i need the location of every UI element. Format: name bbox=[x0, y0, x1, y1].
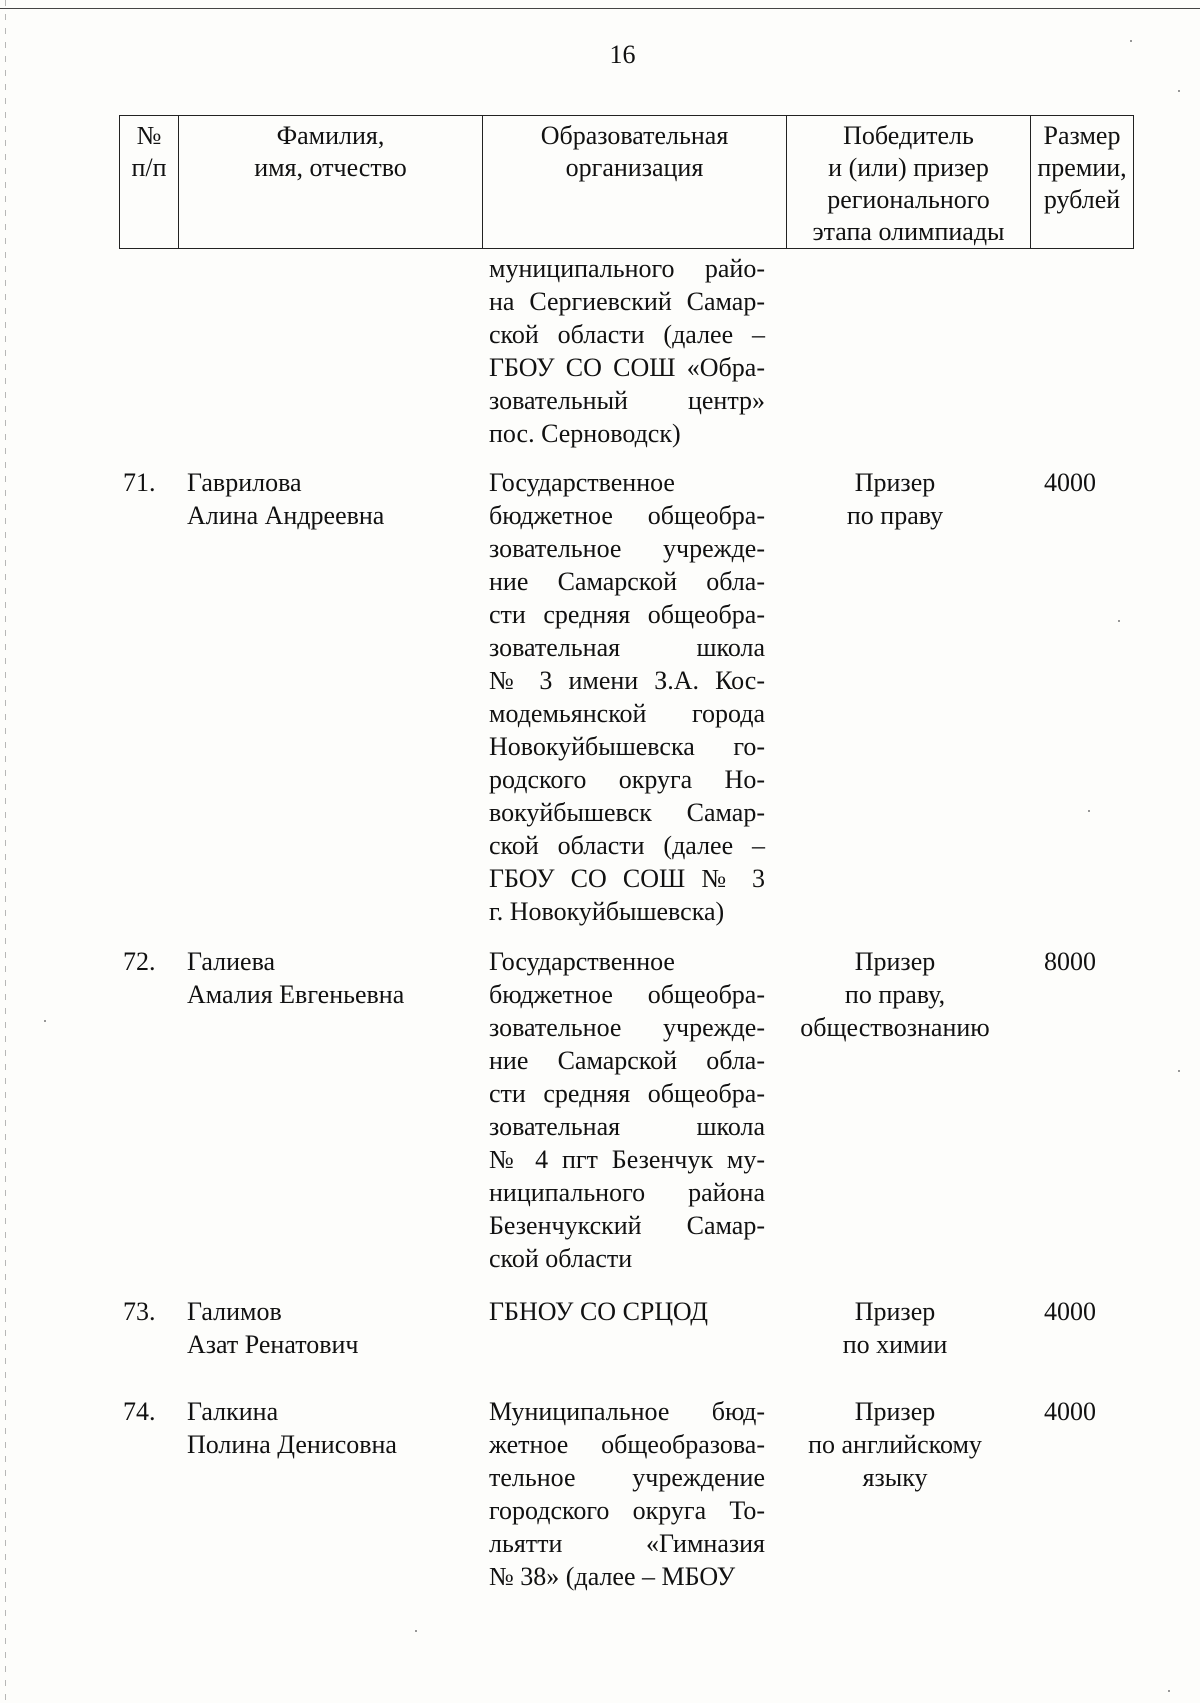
scan-speck bbox=[1178, 1070, 1180, 1072]
page-left-edge bbox=[5, 0, 6, 1703]
header-prize: Размер премии, рублей bbox=[1031, 116, 1134, 249]
row-number: 72. bbox=[123, 947, 156, 976]
winner-status: Призер по химии bbox=[842, 1297, 948, 1359]
full-name: Гаврилова Алина Андреевна bbox=[187, 468, 385, 530]
scan-speck bbox=[1088, 810, 1090, 812]
table-header bbox=[119, 115, 1134, 249]
org-cell: муниципального райо- на Сергиевский Самар- ской области (далее – ГБОУ СО СОШ «Обра- зовательный центр» пос. Серноводск) bbox=[489, 254, 765, 448]
header-name: Фамилия, имя, отчество bbox=[179, 116, 483, 249]
winner-status: Призер по праву bbox=[846, 468, 944, 530]
row-number: 74. bbox=[123, 1397, 156, 1426]
header-org: Образовательная организация bbox=[483, 116, 787, 249]
row-number: 71. bbox=[123, 468, 156, 497]
row-number: 73. bbox=[123, 1297, 156, 1326]
prize-amount: 8000 bbox=[1044, 947, 1096, 976]
org-cell: Государственное бюджетное общеобра- зовательное учрежде- ние Самарской обла- сти средняя общеобра- зовательная школа № 3 имени З.А. Кос- модемьянской города Новокуйбышевска го- родского округа Но- вокуйбышевск Самар- ской области (далее – ГБОУ СО СОШ № 3 г. Новокуйбышевска) bbox=[489, 468, 765, 926]
full-name: Галимов Азат Ренатович bbox=[187, 1297, 359, 1359]
prize-amount: 4000 bbox=[1044, 468, 1096, 497]
org-cell: ГБНОУ СО СРЦОД bbox=[489, 1297, 709, 1326]
page-top-edge bbox=[0, 8, 1200, 9]
full-name: Галкина Полина Денисовна bbox=[187, 1397, 397, 1459]
org-cell: Муниципальное бюд- жетное общеобразова- тельное учреждение городского округа То- льятти «Гимназия № 38» (далее – МБОУ bbox=[489, 1397, 765, 1591]
scan-speck bbox=[1168, 1690, 1170, 1692]
scan-speck bbox=[44, 1020, 46, 1022]
org-cell: Государственное бюджетное общеобра- зовательное учрежде- ние Самарской обла- сти средняя общеобра- зовательная школа № 4 пгт Безенчук му- ниципального района Безенчукский Самар- ской области bbox=[489, 947, 765, 1273]
prize-amount: 4000 bbox=[1044, 1397, 1096, 1426]
scan-speck bbox=[415, 1630, 417, 1632]
full-name: Галиева Амалия Евгеньевна bbox=[187, 947, 405, 1009]
winner-status: Призер по английскому языку bbox=[808, 1397, 982, 1492]
prize-amount: 4000 bbox=[1044, 1297, 1096, 1326]
page-number: 16 bbox=[609, 40, 636, 69]
header-num: № п/п bbox=[120, 116, 179, 249]
scan-speck bbox=[1130, 40, 1132, 42]
scan-speck bbox=[1118, 620, 1120, 622]
header-winner: Победитель и (или) призер регионального этапа олимпиады bbox=[787, 116, 1031, 249]
scan-speck bbox=[1178, 90, 1180, 92]
winner-status: Призер по праву, обществознанию bbox=[800, 947, 990, 1042]
